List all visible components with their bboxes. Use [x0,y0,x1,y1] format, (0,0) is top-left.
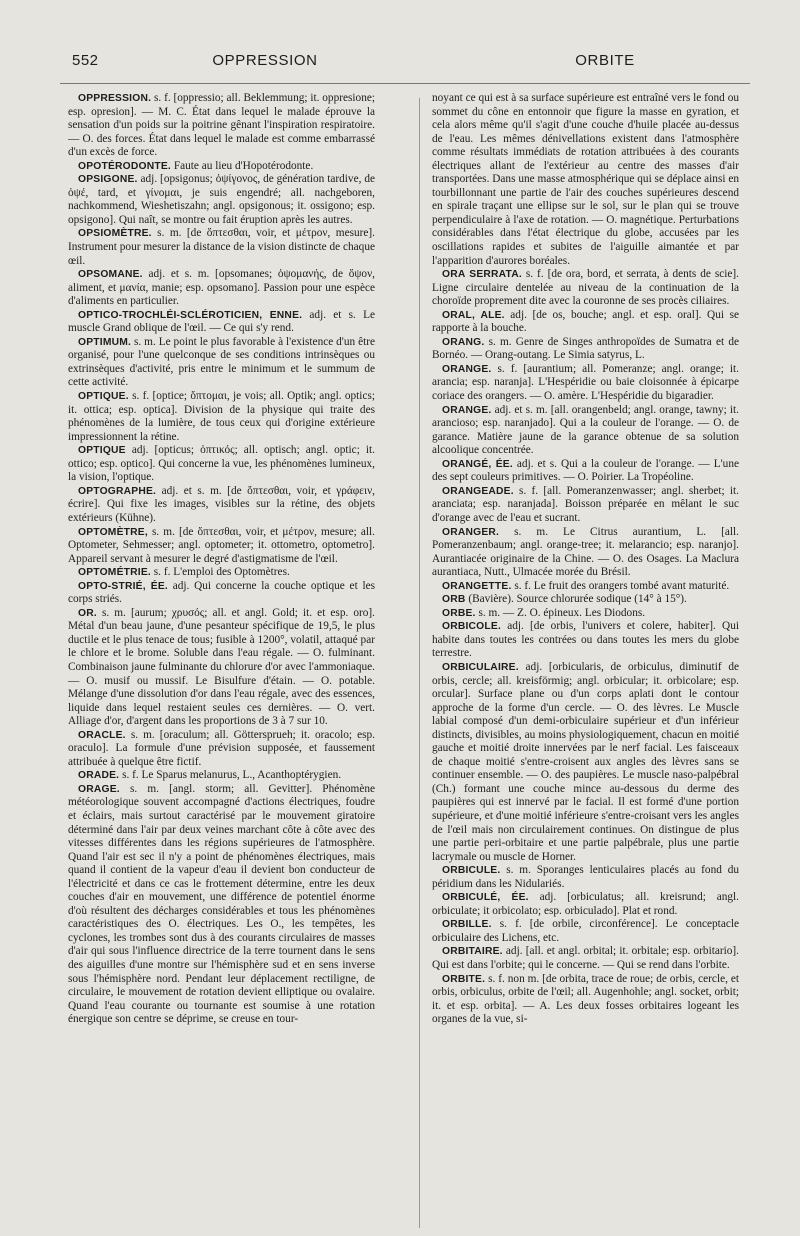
entry-definition: s. m. — Z. O. épineux. Les Diodons. [478,606,646,619]
dictionary-entry [432,336,739,363]
dictionary-entry [68,390,375,444]
dictionary-entry [68,92,375,160]
entry-definition: adj. [de orbis, l'univers et colere, habiter]. Qui habite dans toutes les contrées ou dans toutes les mers du globe terrestre. [432,620,739,660]
entry-definition: adj. et s. Le muscle Grand oblique de l'œil. — Ce qui s'y rend. [68,308,375,335]
entry-headword: OPTIQUE. [78,391,129,403]
entry-definition: s. f. [optice; ὄπτομαι, je vois; all. Optik; angl. optics; it. ottica; esp. optica]. Division de la physique qui traite des phénomènes de la lumière, de tous ceux qui d'origine extérieure impressionnent la rétine. [68,390,375,443]
dictionary-entry [68,729,375,770]
entry-definition: s. m. [aurum; χρυσός; all. et angl. Gold; it. et esp. oro]. Métal d'un beau jaune, d'une pesanteur spécifique de 19,5, le plus ductile et le plus tenace de tous; fusible à 1200°, volatil, attaqué par le chlore et le brome. Soluble dans l'eau régale. — O. fulminant. Combinaison jaune fulminante du chlorure d'or avec l'ammoniaque. — O. musif ou mussif. Le Bisulfure d'étain. — O. potable. Mélange d'une dissolution d'or dans l'eau régale, avec des essences, liquide dans lequel restaient seules ces dernières. — O. vert. Alliage d'or, d'argent dans les proportions de 3 à 7 sur 10. [68,606,376,728]
dictionary-entry [432,458,739,485]
entry-definition: adj. [opsigonus; ὀψίγονος, de génération tardive, de ὀψέ, tard, et γίνομαι, je suis engendré; all. nachgeboren, nachkommend, Wieshetiszahn; angl. opsigonous; it. ossigono; esp. opsigono]. Qui naît, se montre ou fait éruption après les autres. [68,173,376,226]
entry-definition: s. m. [oraculum; all. Göttersprueh; it. oracolo; esp. oraculo]. La formule d'une prévision supposée, et faussement attribuée à quelque être fictif. [68,728,375,768]
entry-definition: s. f. L'emploi des Optomètres. [153,566,290,579]
entry-headword: ORANGEADE. [442,485,514,497]
entry-headword: ORANGE. [442,363,492,375]
entry-headword: ORANGÉ, ÉE. [442,458,513,470]
entry-headword: OPTICO-TROCHLÉI-SCLÉROTICIEN, ENNE. [78,309,303,321]
dictionary-entry [68,227,375,268]
dictionary-entry [432,363,739,404]
entry-definition: s. f. Le fruit des orangers tombé avant maturité. [514,579,730,592]
entry-definition: s. m. [angl. storm; all. Gevitter]. Phénomène météorologique souvent accompagné d'actions électriques, foudre et éclairs, mais surtout caractérisé par le mouvement giratoire déterminé dans l'air par deux veines marchant côte à côte avec des vitesses différentes dans les régions supérieures de l'atmosphère. Quand l'air est sec il n'y a point de phénomènes électriques, mais quand il contient de la vapeur d'eau il devient bon conducteur de l'électricité et dans ce cas le frottement détermine, entre les deux couches d'air en mouvement, une différence de potentiel énorme d'où résultent des décharges considérables et tous les phénomènes caractéristiques des O. électriques. Les O., les tempêtes, les cyclones, les trombes sont dus à des courants circulaires de masses d'air qui sous l'influence directrice de la terre tournent dans le sens des aiguilles d'une montre sur l'hémisphère sud et en sens inverse sous l'hémisphère nord. Pendant leur déplacement rectiligne, de circulaire, le mouvement de rotation devient elliptique ou ovalaire. Quand l'eau courante ou tournante est soumise à une rotation énergique son centre se déprime, se creuse en tour- [68,782,376,1026]
left-column [68,92,375,1027]
entry-headword: ORA SERRATA. [442,269,522,281]
dictionary-entry [68,309,375,336]
entry-headword: OPTO-STRIÉ, ÉE. [78,580,168,592]
entry-definition: adj. [all. et angl. orbital; it. orbitale; esp. orbitario]. Qui est dans l'orbite; qui le concerne. — Qui se rend dans l'orbite. [432,945,740,971]
entry-definition: s. f. [oppressio; all. Beklemmung; it. oppresione; esp. opresion]. — M. C. État dans lequel le malade éprouve la sensation d'un poids sur la poitrine gênant l'inspiration respiratoire. — O. des forces. État dans lequel le malade est comme embarrassé d'un excès de force. [68,92,375,159]
entry-headword: OPTOMÉTRIE. [78,567,151,579]
right-column [432,92,739,1027]
entry-headword: ORANGETTE. [442,580,512,592]
column-divider [419,98,420,1228]
entry-definition: s. f. [de orbile, circonférence]. Le conceptacle orbiculaire des Lichens, etc. [432,918,739,944]
dictionary-entry [432,526,739,580]
dictionary-entry [68,485,375,526]
entry-definition: adj. [orbicularis, de orbiculus, diminutif de orbis, cercle; all. kreisförmig; angl. orbicular; it. orbicolare; esp. orcular]. Surface plane ou d'un corps aplati dont le contour approche de la forme d'un cercle. — O. des lèvres. Le Muscle labial composé d'un demi-orbiculaire supérieur et d'un inférieur distincts, divisibles, au moins physiologiquement, chacun en moitié gauche et moitié droite innervées par le nerf facial. Les faisceaux de chaque moitié s'entre-croisent aux angles des lèvres sans se continuer ensemble. — O. des paupières. Le muscle naso-palpébral (Ch.) formant une couche mince au-dessous du derme des paupières qui est innervé par le facial. Il est formé d'une portion supérieure, et d'une moitié inférieure s'entre-croisant vers les angles de l'œil mais non circulairement continues. On distingue de plus une partie peri-orbitaire et une partie palpébrale, plus une partie lacrymale ou muscle de Horner. [432,660,739,863]
dictionary-entry [432,891,739,918]
dictionary-entry [68,444,375,485]
dictionary-entry [68,336,375,390]
entry-definition: s. f. non m. [de orbita, trace de roue; de orbis, cercle, et orbis, orbiculus, orbite de l'œil; all. Augenhohle; angl. socket, orbit; it. et esp. orbita]. — A. Les deux fosses orbitaires logeant les organes de la vue, si- [432,972,740,1026]
entry-definition: s. f. [aurantium; all. Pomeranze; angl. orange; it. arancia; esp. naranja]. L'Hespéridie ou baie cloisonnée à épicarpe coriace des orangers. — O. amère. L'Hespéridie du bigaradier. [432,362,739,403]
entry-headword: ORANGER. [442,526,500,538]
entry-definition: s. m. Le point le plus favorable à l'existence d'un être organisé, pour l'une quelconque de ses conditions intrinsèques ou extrinsèques d'activité, pris entre le minimum et le summum de cette activité. [68,335,375,389]
dictionary-entry [432,268,739,309]
page-number: 552 [72,52,99,69]
entry-headword: OR. [78,607,97,619]
dictionary-entry [68,580,375,607]
dictionary-entry [68,607,375,729]
entry-headword: ORANGE. [442,404,492,416]
entry-headword: OPTOMÈTRE, [78,526,148,538]
entry-headword: ORBICULAIRE. [442,661,519,673]
entry-definition: s. m. Le Citrus aurantium, L. [all. Pomeranzenbaum; angl. orange-tree; it. melarancio; esp. naranjo]. Aurantiacée originaire de la Chine. — O. des Osages. La Maclura aurantiaca, Nutt., Ulmacée morée du Brésil. [432,525,739,579]
dictionary-entry [432,92,739,268]
dictionary-entry [68,160,375,174]
dictionary-entry [432,661,739,864]
dictionary-entry [68,526,375,567]
dictionary-entry [432,593,739,607]
entry-definition: s. m. Sporanges lenticulaires placés au fond du péridium dans les Nidulariés. [432,864,739,890]
dictionary-entry [432,309,739,336]
entry-definition: adj. et s. m. [de ὄπτεσθαι, voir, et γράφειν, écrire]. Qui fixe les images, visibles sur la rétine, des objets extérieurs (Kühne). [68,484,375,524]
entry-definition: adj. [opticus; ὀπτικός; all. optisch; angl. optic; it. ottico; esp. optico]. Qui concerne la vue, les phénomènes lumineux, la vision, l'optique. [68,444,375,484]
entry-definition: adj. et s. m. [all. orangenbeld; angl. orange, tawny; it. arancioso; esp. naranjado]. Qui a la couleur de l'orange. — O. de garance. Matière jaune de la garance obtenue de sa solution alcoolique concentrée. [432,403,739,457]
entry-headword: ORBE. [442,607,476,619]
entry-headword: ORAL, ALE. [442,309,505,321]
entry-headword: OPSOMANE. [78,269,143,281]
entry-headword: ORADE. [78,770,120,782]
left-running-head: OPPRESSION [212,52,318,69]
entry-definition: s. f. [all. Pomeranzenwasser; angl. sherbet; it. aranciata; esp. naranjada]. Boisson préparée en mêlant le suc d'orange avec de l'eau et sucrant. [432,484,740,524]
entry-headword: ORB [442,594,466,606]
entry-definition: adj. [orbiculatus; all. kreisrund; angl. orbiculate; it orbicolato; esp. orbiculado]. Plat et rond. [432,891,739,917]
dictionary-entry [432,918,739,945]
dictionary-entry [432,864,739,891]
dictionary-entry [68,173,375,227]
right-running-head: ORBITE [575,52,635,69]
entry-definition: adj. et s. m. [opsomanes; ὀψομανής, de ὄψον, aliment, et μανία, manie; esp. opsomano]. Passion pour une espèce d'aliments en particulier. [68,268,375,308]
entry-definition: s. m. Genre de Singes anthropoïdes de Sumatra et de Bornéo. — Orang-outang. Le Simia satyrus, L. [432,335,740,362]
dictionary-entry [68,769,375,783]
entry-headword: OPSIOMÈTRE. [78,228,152,240]
entry-headword: OPPRESSION. [78,93,152,104]
dictionary-entry [68,783,375,1027]
entry-definition: s. m. [de ὄπτεσθαι, voir, et μέτρον, mesure; all. Optometer, Sehmesser; angl. optometer; it. ottometro, optometro]. Appareil servant à mesurer le degré d'astigmatisme de l'œil. [68,525,375,565]
entry-headword: OPTOGRAPHE. [78,485,157,497]
entry-definition: Faute au lieu d'Hopotérodonte. [173,159,314,172]
dictionary-entry [432,620,739,661]
entry-headword: OPTIMUM. [78,336,132,348]
entry-headword: ORBITAIRE. [442,946,503,958]
dictionary-entry [432,404,739,458]
entry-headword: ORAGE. [78,783,120,795]
entry-definition: s. m. [de ὄπτεσθαι, voir, et μέτρον, mesure]. Instrument pour mesurer la distance de la vision distincte de chaque œil. [68,227,375,267]
entry-headword: ORBICULE. [442,865,501,877]
entry-headword: OPTIQUE [78,445,126,457]
dictionary-entry [68,566,375,580]
entry-headword: ORBILLE. [442,919,492,931]
entry-definition: noyant ce qui est à sa surface supérieure est entraîné vers le fond ou sommet du cône en entonnoir que figure la masse en gyration, et cela alors même qu'il s'agit d'une couche d'huile placée au-dessus de l'eau. Les mêmes dénivellations existent dans l'atmosphère comme résultats immédiats de rotation attribuées à des courants électriques allant de l'extérieur au centre des masses d'air transportées. Dans une masse atmosphérique qui se déplace ainsi en tourbillonnant une partie de l'air des couches supérieures descend en spirale traçant une ellipse sur le sol, sur le plan qui se trouve perpendiculaire à l'axe de rotation. — O. magnétique. Perturbations considérables dans l'état électrique du globe, accusées par les oscillations rapides et subites de l'aiguille aimantée et par l'apparition d'aurores boréales. [432,92,739,267]
dictionary-entry [432,607,739,621]
entry-definition: adj. Qui concerne la couche optique et les corps striés. [68,579,375,606]
dictionary-entry [432,580,739,594]
header-rule [60,83,750,84]
running-header [0,52,800,82]
entry-headword: ORBITE. [442,973,486,985]
entry-definition: adj. et s. Qui a la couleur de l'orange. — L'une des sept couleurs primitives. — O. Poirier. La Tropéoline. [432,457,739,484]
entry-definition: adj. [de os, bouche; angl. et esp. oral]. Qui se rapporte à la bouche. [432,308,739,335]
dictionary-entry [68,268,375,309]
entry-headword: ORBICOLE. [442,621,502,633]
entry-headword: ORANG. [442,336,485,348]
entry-headword: OPOTÉRODONTE. [78,160,171,172]
entry-definition: s. f. [de ora, bord, et serrata, à dents de scie]. Ligne circulaire dentelée au niveau de la continuation de la choroïde proprement dite avec la couronne de ses procès ciliaires. [432,268,739,308]
entry-headword: ORBICULÉ, ÉE. [442,892,529,904]
dictionary-entry [432,973,739,1027]
entry-definition: (Bavière). Source chlorurée sodique (14° à 15°). [468,593,687,606]
dictionary-entry [432,485,739,526]
entry-headword: OPSIGONE. [78,174,138,186]
dictionary-entry [432,945,739,972]
entry-headword: ORACLE. [78,729,126,741]
entry-definition: s. f. Le Sparus melanurus, L., Acanthoptérygien. [122,769,342,782]
